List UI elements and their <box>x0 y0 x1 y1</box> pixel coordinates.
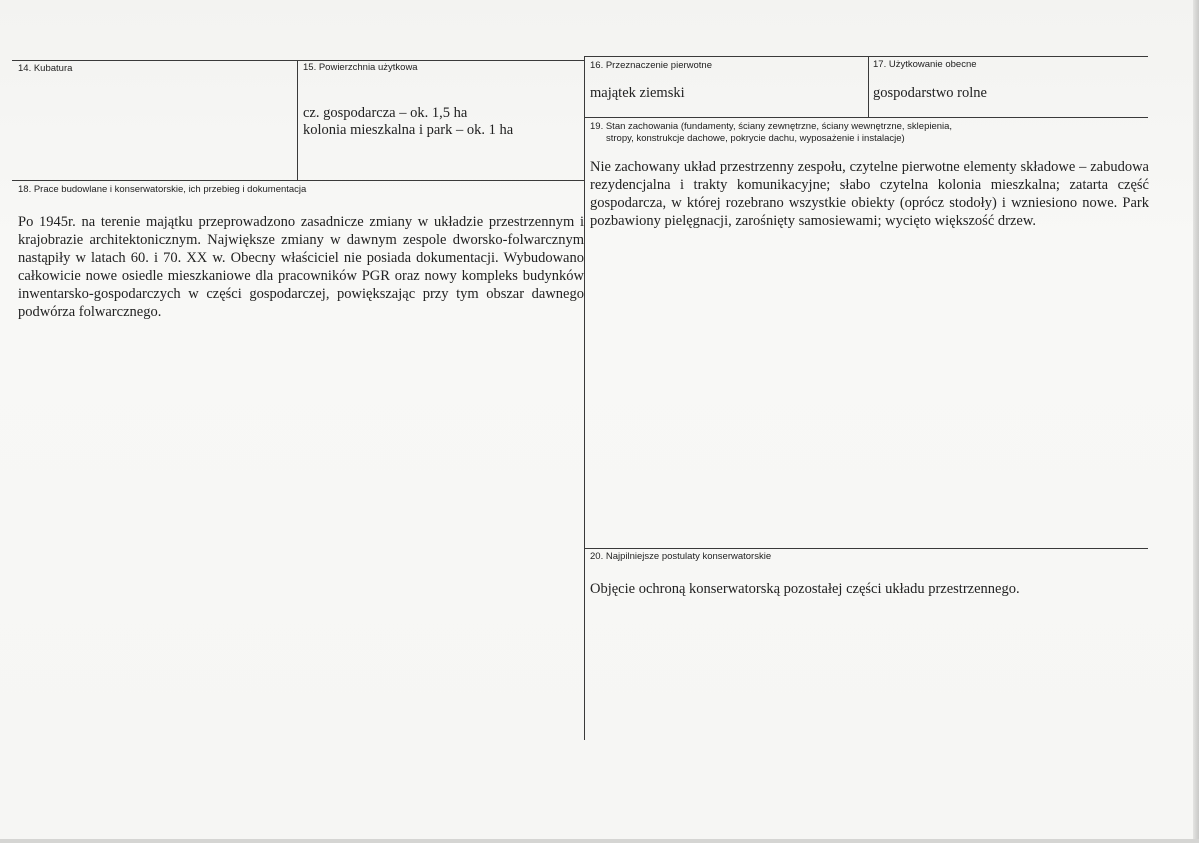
field-20-label: 20. Najpilniejsze postulaty konserwatorskie <box>590 551 772 562</box>
field-17-label: 17. Użytkowanie obecne <box>873 59 977 70</box>
field-14-label: 14. Kubatura <box>18 63 73 74</box>
field-17-value: gospodarstwo rolne <box>873 85 987 101</box>
field-18-label: 18. Prace budowlane i konserwatorskie, ich przebieg i dokumentacja <box>18 184 307 195</box>
divider-16-17 <box>868 56 869 117</box>
field-18-text: Po 1945r. na terenie majątku przeprowadzono zasadnicze zmiany w układzie przestrzennym i krajobrazie architektonicznym. Największe zmiany w dawnym zespole dworsko-folwarcznym nastąpiły w latach 60. i 70. XX w. Obecny właściciel nie posiada dokumentacji. Wybudowano całkowicie nowe osiedle mieszkaniowe dla pracowników PGR oraz nowy kompleks budynków inwentarsko-gospodarczych w części gospodarczej, powiększając przy tym obszar dawnego podwórza folwarcznego. <box>18 214 584 320</box>
top-rule-right <box>584 56 1148 57</box>
field-16-value: majątek ziemski <box>590 85 685 101</box>
rule-above-field-20 <box>584 548 1148 549</box>
rule-above-field-19 <box>584 117 1148 118</box>
center-divider <box>584 56 585 740</box>
field-19-label-line-2: stropy, konstrukcje dachowe, pokrycie dachu, wyposażenie i instalacje) <box>606 133 905 144</box>
paper-edge-bottom <box>0 839 1199 843</box>
field-19-label <box>590 121 1130 145</box>
rule-above-field-18 <box>12 180 584 181</box>
top-rule-left <box>12 60 584 61</box>
field-15-label: 15. Powierzchnia użytkowa <box>303 62 418 73</box>
field-15-line-2: kolonia mieszkalna i park – ok. 1 ha <box>303 122 514 138</box>
field-16-label: 16. Przeznaczenie pierwotne <box>590 60 712 71</box>
field-19-label-line-1: 19. Stan zachowania (fundamenty, ściany zewnętrzne, ściany wewnętrzne, sklepienia, <box>590 121 953 132</box>
divider-14-15 <box>297 60 298 180</box>
field-15-line-1: cz. gospodarcza – ok. 1,5 ha <box>303 105 468 121</box>
field-20-text: Objęcie ochroną konserwatorską pozostałej części układu przestrzennego. <box>590 581 1020 597</box>
field-19-text: Nie zachowany układ przestrzenny zespołu, czytelne pierwotne elementy składowe – zabudowa rezydencjalna i trakty komunikacyjne; słabo czytelna kolonia mieszkalna; zatarta część gospodarcza, w której rozebrano wszystkie obiekty (oprócz stodoły) i wzniesiono nowe. Park pozbawiony pielęgnacji, zarośnięty samosiewami; wycięto większość drzew. <box>590 159 1149 229</box>
paper-edge-right <box>1193 0 1199 843</box>
